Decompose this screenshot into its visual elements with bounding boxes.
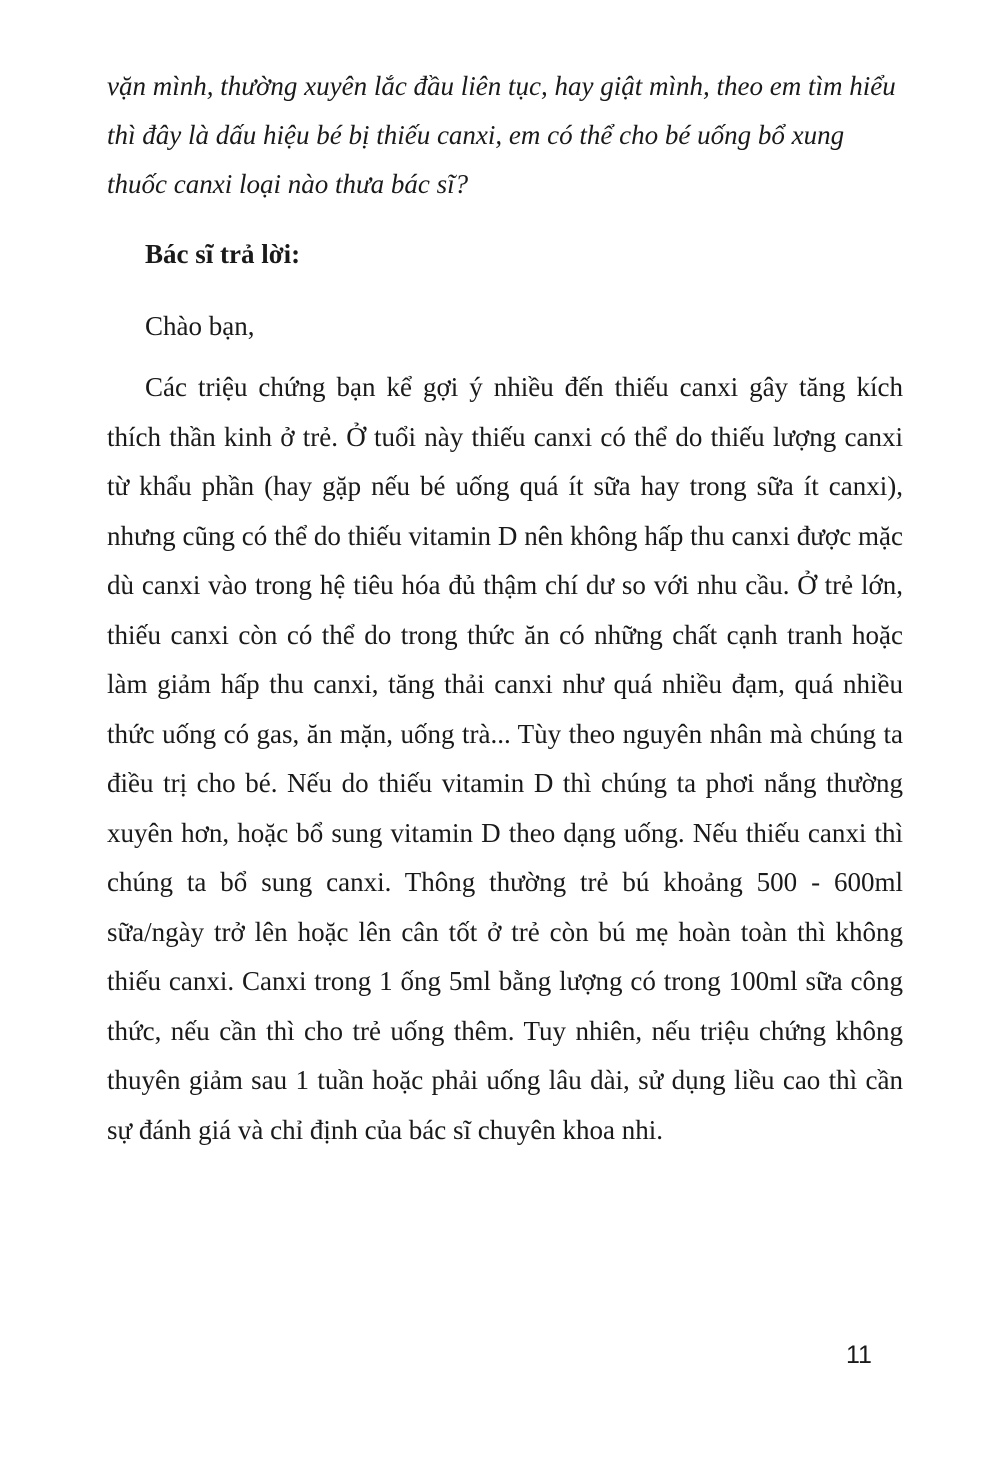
page-number: 11 [846, 1341, 872, 1369]
answer-heading: Bác sĩ trả lời: [145, 239, 301, 269]
answer-body: Các triệu chứng bạn kể gợi ý nhiều đến thiếu canxi gây tăng kích thích thần kinh ở trẻ. Ở tuổi này thiếu canxi có thể do thiếu lượng canxi từ khẩu phần (hay gặp nếu bé uống quá ít sữa hay trong sữa ít canxi), nhưng cũng có thể do thiếu vitamin D nên không hấp thu canxi được mặc dù canxi vào trong hệ tiêu hóa đủ thậm chí dư so với nhu cầu. Ở trẻ lớn, thiếu canxi còn có thể do trong thức ăn có những chất cạnh tranh hoặc làm giảm hấp thu canxi, tăng thải canxi như quá nhiều đạm, quá nhiều thức uống có gas, ăn mặn, uống trà... Tùy theo nguyên nhân mà chúng ta điều trị cho bé. Nếu do thiếu vitamin D thì chúng ta phơi nắng thường xuyên hơn, hoặc bổ sung vitamin D theo dạng uống. Nếu thiếu canxi thì chúng ta bổ sung canxi. Thông thường trẻ bú khoảng 500 - 600ml sữa/ngày trở lên hoặc lên cân tốt ở trẻ còn bú mẹ hoàn toàn thì không thiếu canxi. Canxi trong 1 ống 5ml bằng lượng có trong 100ml sữa công thức, nếu cần thì cho trẻ uống thêm. Tuy nhiên, nếu triệu chứng không thuyên giảm sau 1 tuần hoặc phải uống lâu dài, sử dụng liều cao thì cần sự đánh giá và chỉ định của bác sĩ chuyên khoa nhi. [107, 372, 903, 1145]
question-text: vặn mình, thường xuyên lắc đầu liên tục, hay giật mình, theo em tìm hiểu thì đây là dấu hiệu bé bị thiếu canxi, em có thể cho bé uống bổ xung thuốc canxi loại nào thưa bác sĩ? [107, 71, 896, 199]
answer-greeting: Chào bạn, [145, 311, 255, 341]
